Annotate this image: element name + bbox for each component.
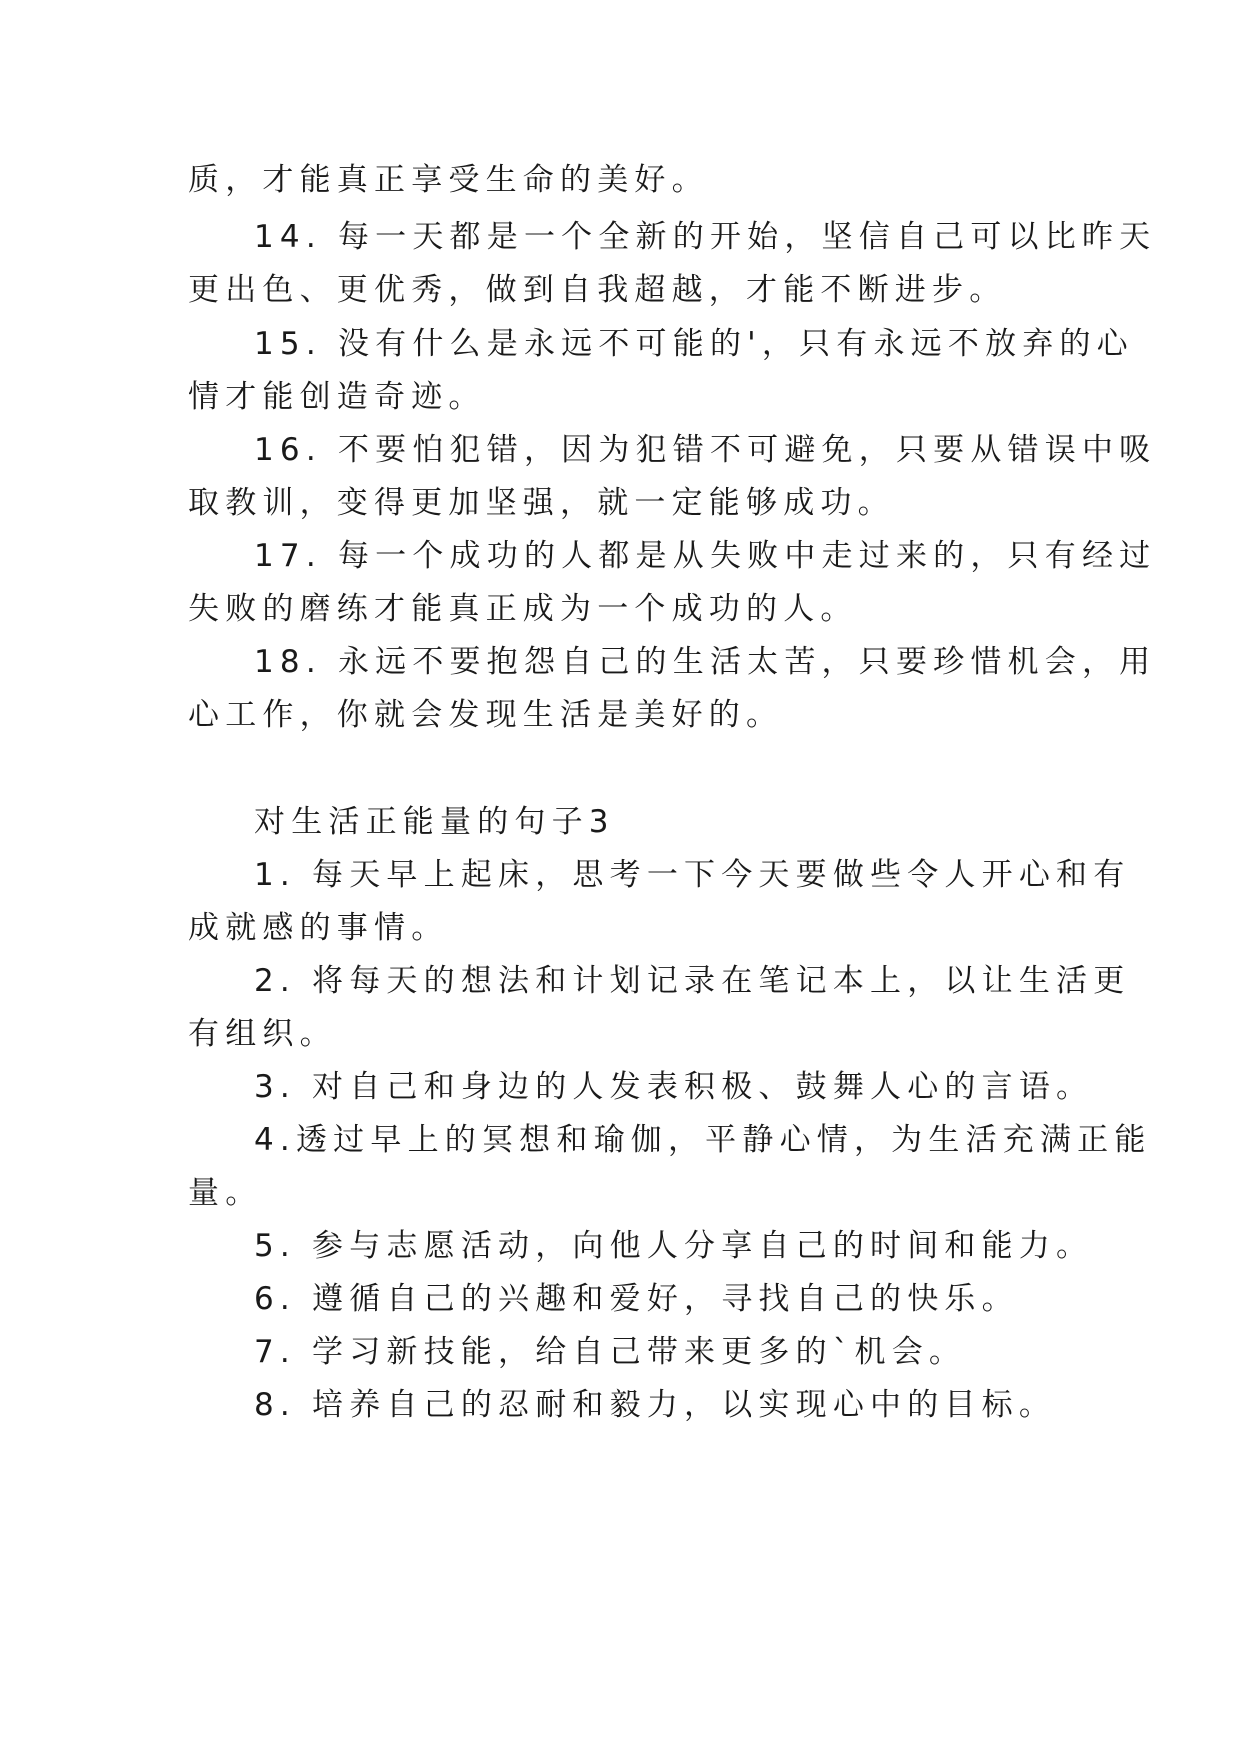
list-item-8: 8. 培养自己的忍耐和毅力，以实现心中的目标。: [254, 1387, 1057, 1423]
text-line: 取教训，变得更加坚强，就一定能够成功。: [188, 485, 895, 521]
section-heading: 对生活正能量的句子3: [254, 804, 615, 840]
list-item-14: 14. 每一天都是一个全新的开始，坚信自己可以比昨天: [254, 219, 1157, 255]
text-line: 质，才能真正享受生命的美好。: [188, 162, 709, 198]
text-line: 失败的磨练才能真正成为一个成功的人。: [188, 591, 858, 627]
list-item-18: 18. 永远不要抱怨自己的生活太苦，只要珍惜机会，用: [254, 644, 1157, 680]
text-line: 心工作，你就会发现生活是美好的。: [188, 697, 784, 733]
list-item-2: 2. 将每天的想法和计划记录在笔记本上，以让生活更: [254, 963, 1131, 999]
text-line: 成就感的事情。: [188, 910, 449, 946]
text-line: 量。: [188, 1175, 263, 1211]
text-line: 有组织。: [188, 1016, 337, 1052]
list-item-3: 3. 对自己和身边的人发表积极、鼓舞人心的言语。: [254, 1069, 1094, 1105]
list-item-4: 4.透过早上的冥想和瑜伽，平静心情，为生活充满正能: [254, 1122, 1152, 1158]
list-item-16: 16. 不要怕犯错，因为犯错不可避免，只要从错误中吸: [254, 432, 1157, 468]
list-item-6: 6. 遵循自己的兴趣和爱好，寻找自己的快乐。: [254, 1281, 1019, 1317]
text-line: 更出色、更优秀，做到自我超越，才能不断进步。: [188, 272, 1007, 308]
list-item-15: 15. 没有什么是永远不可能的'，只有永远不放弃的心: [254, 326, 1134, 362]
list-item-1: 1. 每天早上起床，思考一下今天要做些令人开心和有: [254, 857, 1131, 893]
list-item-5: 5. 参与志愿活动，向他人分享自己的时间和能力。: [254, 1228, 1094, 1264]
list-item-7: 7. 学习新技能，给自己带来更多的`机会。: [254, 1334, 967, 1370]
list-item-17: 17. 每一个成功的人都是从失败中走过来的，只有经过: [254, 538, 1157, 574]
text-line: 情才能创造奇迹。: [188, 379, 486, 415]
